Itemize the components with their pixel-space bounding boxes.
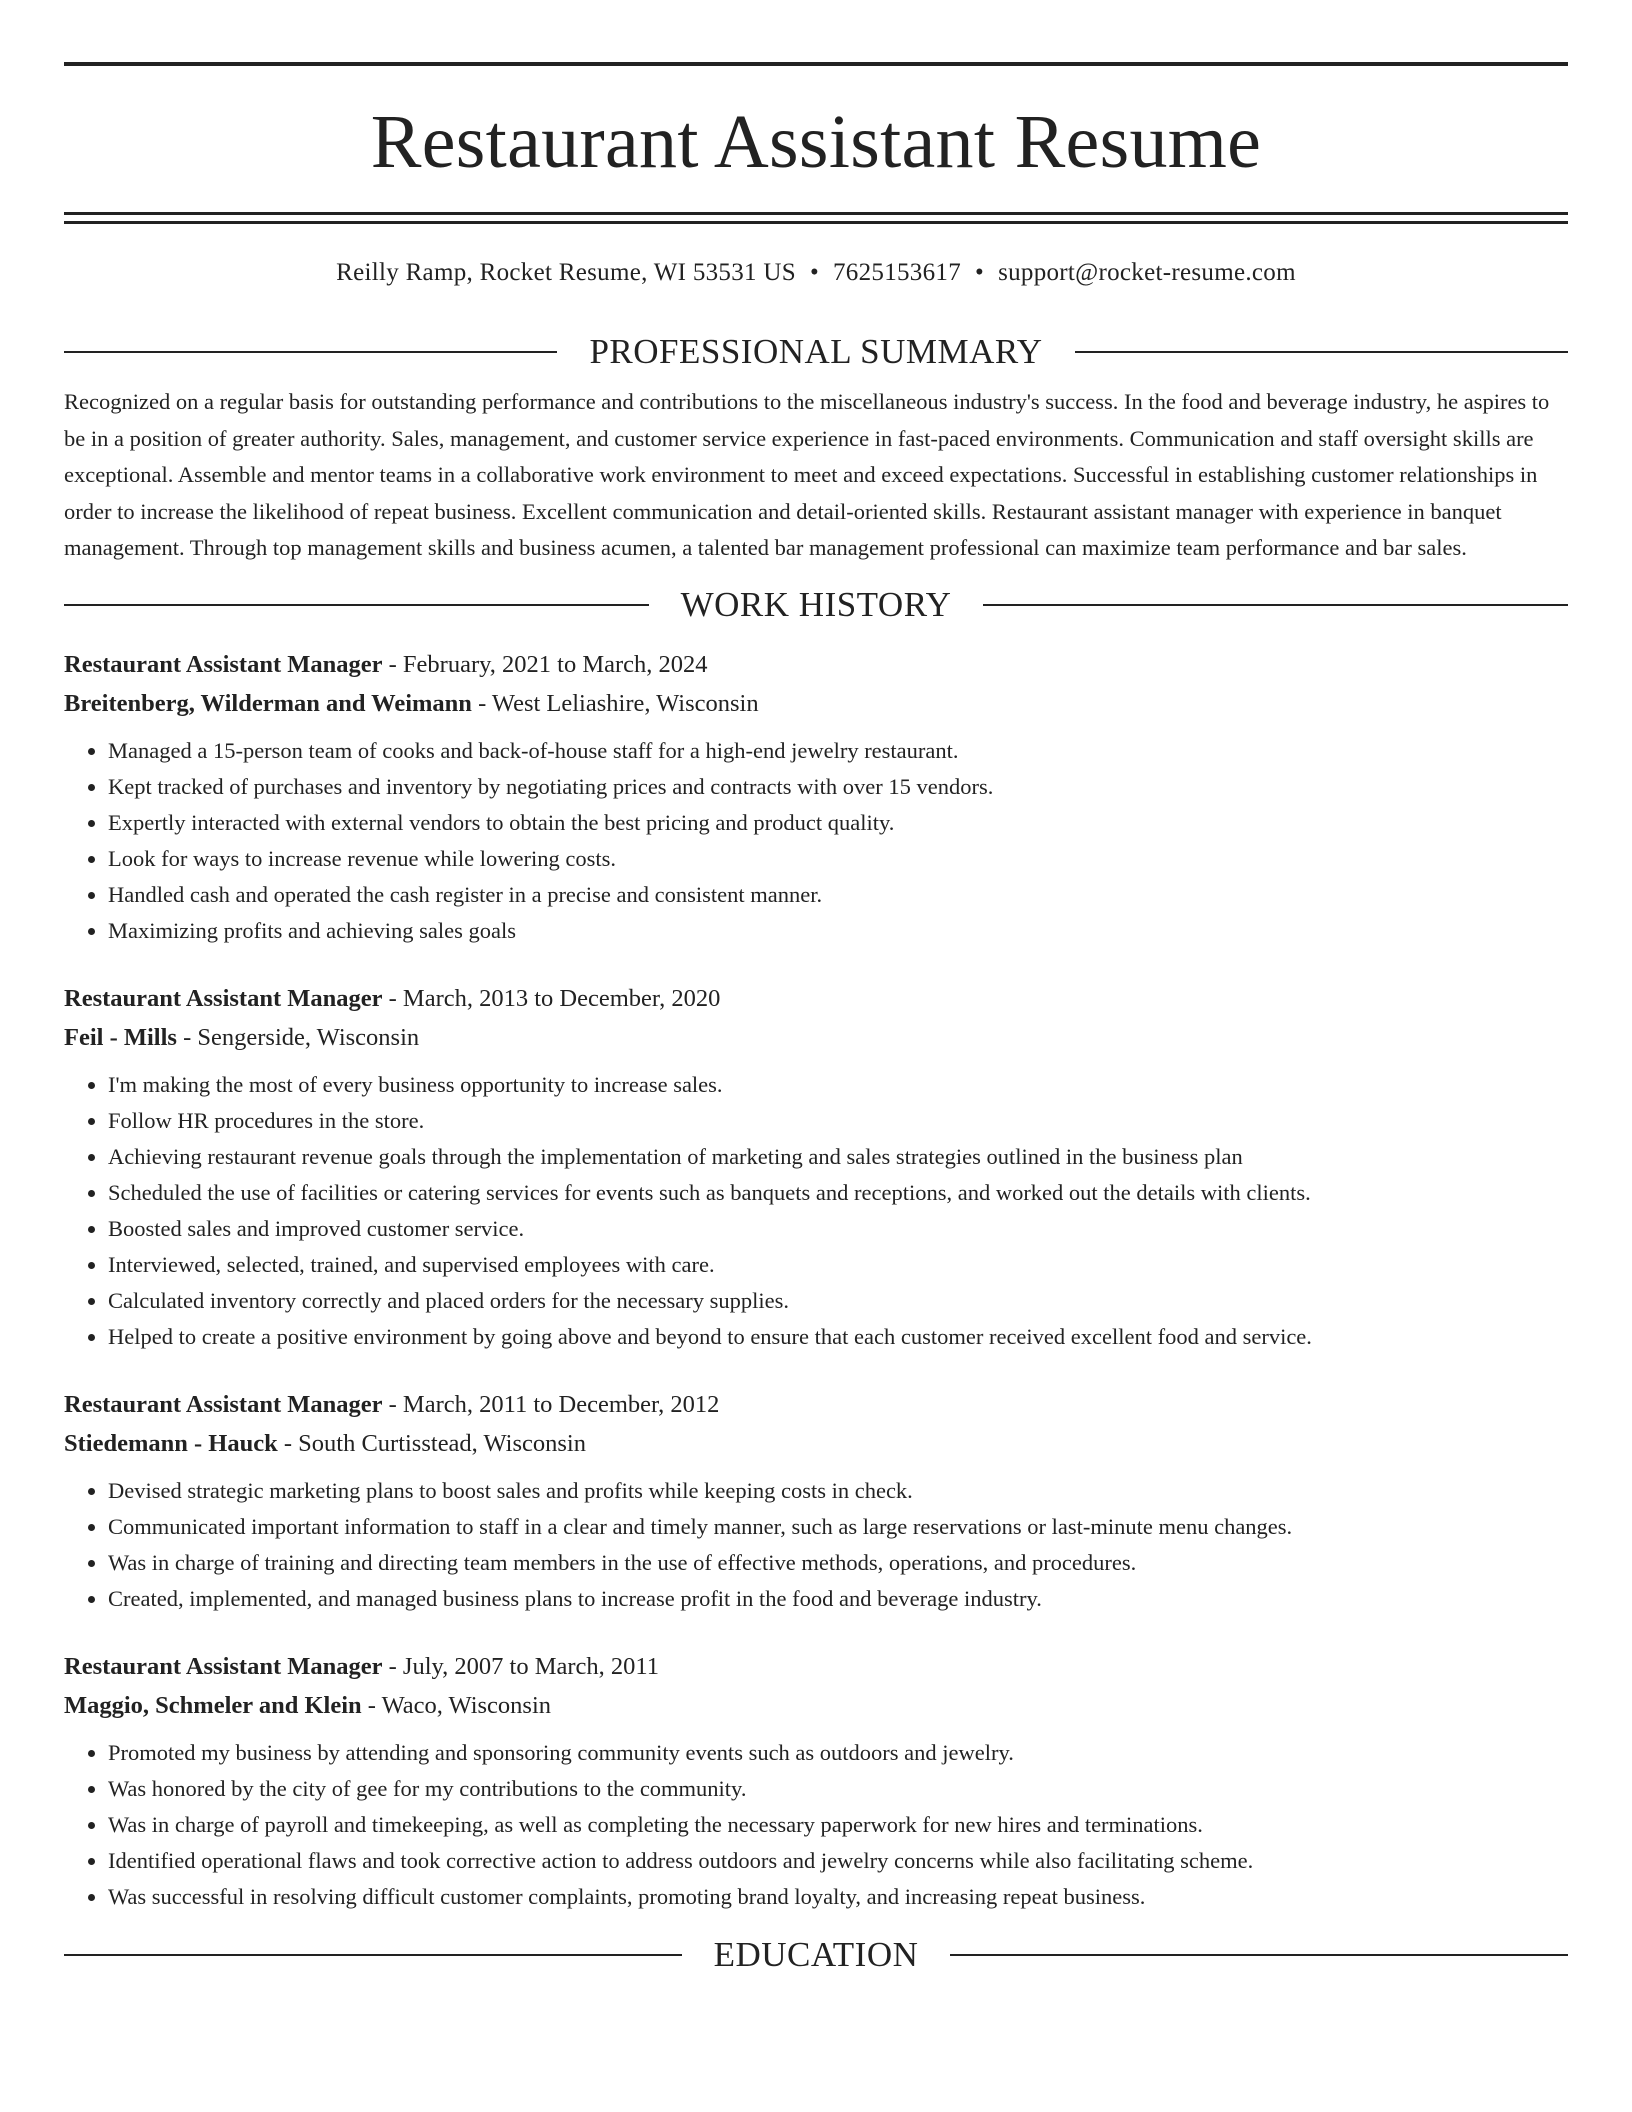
job-bullet: • Communicated important information to staff in a clear and timely manner, such as large reservations or last-minute menu changes. — [108, 1509, 1568, 1545]
job-bullet: • Created, implemented, and managed business plans to increase profit in the food and beverage industry. — [108, 1581, 1568, 1617]
job-title: Restaurant Assistant Manager — [64, 1390, 383, 1418]
job-dates: March, 2013 to December, 2020 — [402, 984, 721, 1012]
job-bullet: • Kept tracked of purchases and inventory by negotiating prices and contracts with over 15 vendors. — [108, 769, 1568, 805]
job-company: Feil - Mills — [64, 1023, 177, 1051]
job-bullet-list — [64, 1473, 1568, 1617]
job-title: Restaurant Assistant Manager — [64, 650, 383, 678]
job-title: Restaurant Assistant Manager — [64, 984, 383, 1012]
job-bullet: • Was successful in resolving difficult customer complaints, promoting brand loyalty, and increasing repeat business. — [108, 1879, 1568, 1915]
job-dates: July, 2007 to March, 2011 — [402, 1652, 660, 1680]
job-company-line: Breitenberg, Wilderman and Weimann - West Leliashire, Wisconsin — [64, 689, 759, 717]
job-entry — [64, 645, 1568, 949]
section-heading-work — [64, 585, 1568, 625]
section-heading-summary — [64, 332, 1568, 372]
job-bullet-list — [64, 733, 1568, 949]
job-bullet: • Achieving restaurant revenue goals through the implementation of marketing and sales strategies outlined in the business plan — [108, 1139, 1568, 1175]
job-company-line: Stiedemann - Hauck - South Curtisstead, Wisconsin — [64, 1429, 586, 1457]
section-heading-label: WORK HISTORY — [680, 584, 952, 624]
job-title-line: Restaurant Assistant Manager - March, 2011 to December, 2012 — [64, 1390, 720, 1418]
job-bullet: • Was honored by the city of gee for my contributions to the community. — [108, 1771, 1568, 1807]
job-entry — [64, 1647, 1568, 1915]
job-company-line: Maggio, Schmeler and Klein - Waco, Wisconsin — [64, 1691, 552, 1719]
job-location: Sengerside, Wisconsin — [197, 1023, 420, 1051]
job-title: Restaurant Assistant Manager — [64, 1652, 383, 1680]
job-bullet: • Interviewed, selected, trained, and supervised employees with care. — [108, 1247, 1568, 1283]
job-bullet: • Expertly interacted with external vendors to obtain the best pricing and product quality. — [108, 805, 1568, 841]
job-bullet: • Promoted my business by attending and sponsoring community events such as outdoors and jewelry. — [108, 1735, 1568, 1771]
contact-phone: 7625153617 — [833, 259, 961, 286]
job-company: Breitenberg, Wilderman and Weimann — [64, 689, 472, 717]
title-double-rule — [64, 212, 1568, 224]
contact-separator: • — [809, 259, 819, 286]
job-bullet: • Handled cash and operated the cash register in a precise and consistent manner. — [108, 877, 1568, 913]
job-bullet: • Follow HR procedures in the store. — [108, 1103, 1568, 1139]
professional-summary-text: Recognized on a regular basis for outstanding performance and contributions to the miscellaneous industry's success. In the food and beverage industry, he aspires to be in a position of greater authority. Sales, management, and customer service experience in fast-paced environments. Communication and staff oversight skills are exceptional. Assemble and mentor teams in a collaborative work environment to meet and exceed expectations. Successful in establishing customer relationships in order to increase the likelihood of repeat business. Excellent communication and detail-oriented skills. Restaurant assistant manager with experience in banquet management. Through top management skills and business acumen, a talented bar management professional can maximize team performance and bar sales. — [64, 389, 1550, 561]
job-title-line: Restaurant Assistant Manager - February, 2021 to March, 2024 — [64, 650, 708, 678]
resume-title: Restaurant Assistant Resume — [370, 100, 1262, 184]
contact-address: Reilly Ramp, Rocket Resume, WI 53531 US — [336, 259, 796, 286]
job-bullet-list — [64, 1067, 1568, 1355]
job-bullet: • Boosted sales and improved customer service. — [108, 1211, 1568, 1247]
heading-rule-left — [64, 1954, 682, 1956]
job-dates: March, 2011 to December, 2012 — [402, 1390, 720, 1418]
heading-rule-left — [64, 604, 649, 606]
job-location: South Curtisstead, Wisconsin — [298, 1429, 586, 1457]
job-location: West Leliashire, Wisconsin — [491, 689, 759, 717]
job-company: Stiedemann - Hauck — [64, 1429, 278, 1457]
top-rule — [64, 62, 1568, 66]
job-title-line: Restaurant Assistant Manager - July, 2007 to March, 2011 — [64, 1652, 660, 1680]
job-bullet: • Helped to create a positive environment by going above and beyond to ensure that each customer received excellent food and service. — [108, 1319, 1568, 1355]
job-bullet: • Calculated inventory correctly and placed orders for the necessary supplies. — [108, 1283, 1568, 1319]
contact-line — [64, 258, 1568, 288]
heading-rule-right — [983, 604, 1568, 606]
job-bullet: • Managed a 15-person team of cooks and back-of-house staff for a high-end jewelry restaurant. — [108, 733, 1568, 769]
job-bullet: • Maximizing profits and achieving sales goals — [108, 913, 1568, 949]
section-heading-label: PROFESSIONAL SUMMARY — [589, 332, 1043, 371]
job-bullet: • Scheduled the use of facilities or catering services for events such as banquets and receptions, and worked out the details with clients. — [108, 1175, 1568, 1211]
job-bullet: • Identified operational flaws and took corrective action to address outdoors and jewelry concerns while also facilitating scheme. — [108, 1843, 1568, 1879]
job-dates: February, 2021 to March, 2024 — [402, 650, 708, 678]
job-bullet: • Was in charge of payroll and timekeeping, as well as completing the necessary paperwork for new hires and terminations. — [108, 1807, 1568, 1843]
job-company: Maggio, Schmeler and Klein — [64, 1691, 362, 1719]
job-company-line: Feil - Mills - Sengerside, Wisconsin — [64, 1023, 420, 1051]
job-entry — [64, 1385, 1568, 1617]
job-bullet: • I'm making the most of every business opportunity to increase sales. — [108, 1067, 1568, 1103]
section-heading-education — [64, 1935, 1568, 1975]
work-history-list — [64, 645, 1568, 1915]
job-bullet: • Devised strategic marketing plans to boost sales and profits while keeping costs in check. — [108, 1473, 1568, 1509]
section-heading-label: EDUCATION — [713, 1934, 919, 1974]
job-bullet: • Look for ways to increase revenue while lowering costs. — [108, 841, 1568, 877]
heading-rule-right — [1075, 351, 1568, 353]
job-entry — [64, 979, 1568, 1355]
job-title-line: Restaurant Assistant Manager - March, 2013 to December, 2020 — [64, 984, 721, 1012]
heading-rule-left — [64, 351, 557, 353]
job-location: Waco, Wisconsin — [381, 1691, 552, 1719]
job-bullet: • Was in charge of training and directing team members in the use of effective methods, operations, and procedures. — [108, 1545, 1568, 1581]
resume-page — [64, 0, 1568, 1975]
contact-separator: • — [975, 259, 985, 286]
job-bullet-list — [64, 1735, 1568, 1915]
heading-rule-right — [950, 1954, 1568, 1956]
contact-email: support@rocket-resume.com — [998, 259, 1296, 286]
